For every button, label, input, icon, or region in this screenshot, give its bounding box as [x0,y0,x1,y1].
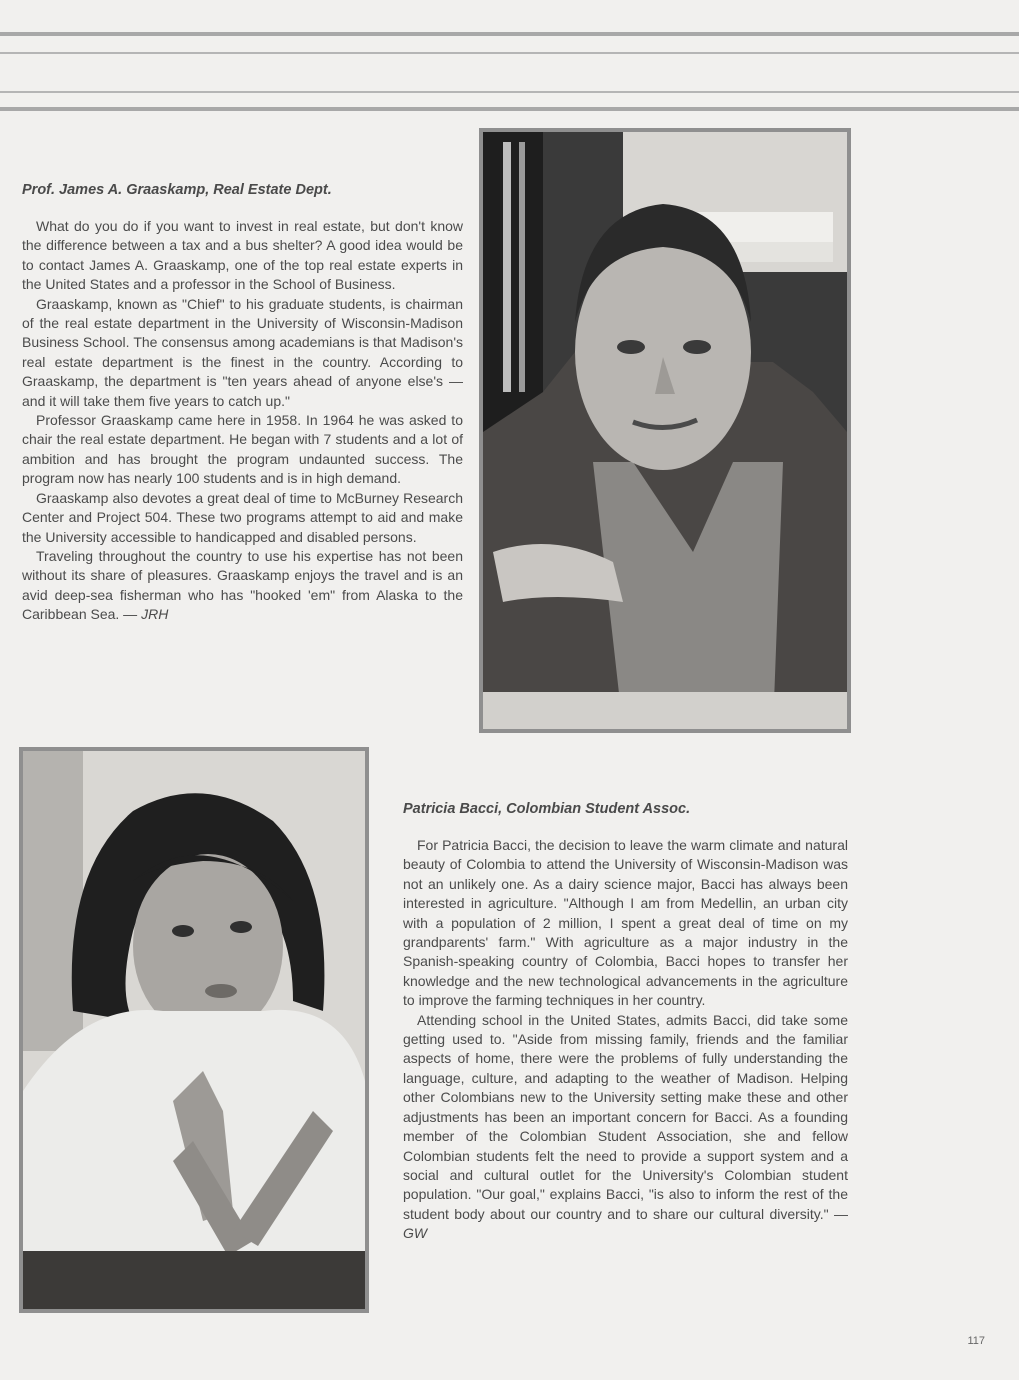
article1-paragraph-4: Graaskamp also devotes a great deal of time to McBurney Research Center and Project 504. These two programs attempt to aid and make the University accessible to handicapped and disabled persons. [22,489,463,545]
article2-paragraph-2 [403,1011,848,1244]
photo-professor-graaskamp [479,128,851,733]
article2-paragraph-1: For Patricia Bacci, the decision to leave the warm climate and natural beauty of Colombia to attend the University of Wisconsin-Madison was not an unlikely one. As a dairy science major, Bacci has always been interested in agriculture. "Although I am from Medellin, an urban city with a population of 2 million, I spent a great deal of time on my grandparents' farm." With agriculture as a major industry in the Spanish-speaking country of Colombia, Bacci hopes to transfer her knowledge and the new technological advancements in the agriculture to improve the farming techniques in her country. [403,837,848,1009]
article1-paragraph-5 [22,547,463,625]
article1-paragraph-1: What do you do if you want to invest in real estate, but don't know the difference between a tax and a bus shelter? A good idea would be to contact James A. Graaskamp, one of the top real estate experts in the United States and a professor in the School of Business. [22,218,463,293]
photo-student-graphic [23,751,365,1309]
article2-paragraph-2-text: Attending school in the United States, admits Bacci, did take some getting used to. "Aside from missing family, friends and the familiar aspects of home, there were the problems of fully understanding the language, culture, and adapting to the weather of Madison. Helping other Colombians new to the University setting make these and other adjustments has been an important concern for Bacci. As a founding member of the Colombian Student Association, she and fellow Colombian students felt the need to provide a support system and a social and cultural outlet for the University's Colombian student population. "Our goal," explains Bacci, "is also to inform the rest of the student body about our country and to share our cultural diversity." — [403,1011,848,1222]
article1-signature: JRH [141,606,169,623]
header-rule-middle [0,52,1019,54]
header-rule-bottom [0,107,1019,111]
article1-paragraph-5-text: Traveling throughout the country to use his expertise has not been without its share of pleasures. Graaskamp enjoys the travel and is an avid deep-sea fisherman who has "hooked 'em" from Alaska to the Caribbean Sea. — [22,547,463,623]
article2-headline: Patricia Bacci, Colombian Student Assoc. [403,801,691,817]
photo-professor-graphic [483,132,847,729]
article1-paragraph-2: Graaskamp, known as "Chief" to his graduate students, is chairman of the real estate department in the University of Wisconsin-Madison Business School. The consensus among academians is that Madison's real estate department is the finest in the country. According to Graaskamp, the department is "ten years ahead of anyone else's — and it will take them five years to catch up." [22,295,463,409]
article2-signature: GW [403,1225,428,1242]
header-rule-lower [0,91,1019,93]
article1-body [22,217,463,625]
article2-body [403,836,848,1244]
page-number: 117 [967,1335,985,1347]
article1-headline: Prof. James A. Graaskamp, Real Estate Dept. [22,182,332,198]
photo-patricia-bacci [19,747,369,1313]
article1-paragraph-3: Professor Graaskamp came here in 1958. In 1964 he was asked to chair the real estate department. He began with 7 students and a lot of ambition and has brought the program undaunted success. The program now has nearly 100 students and is in high demand. [22,412,463,487]
header-rule-top [0,32,1019,36]
